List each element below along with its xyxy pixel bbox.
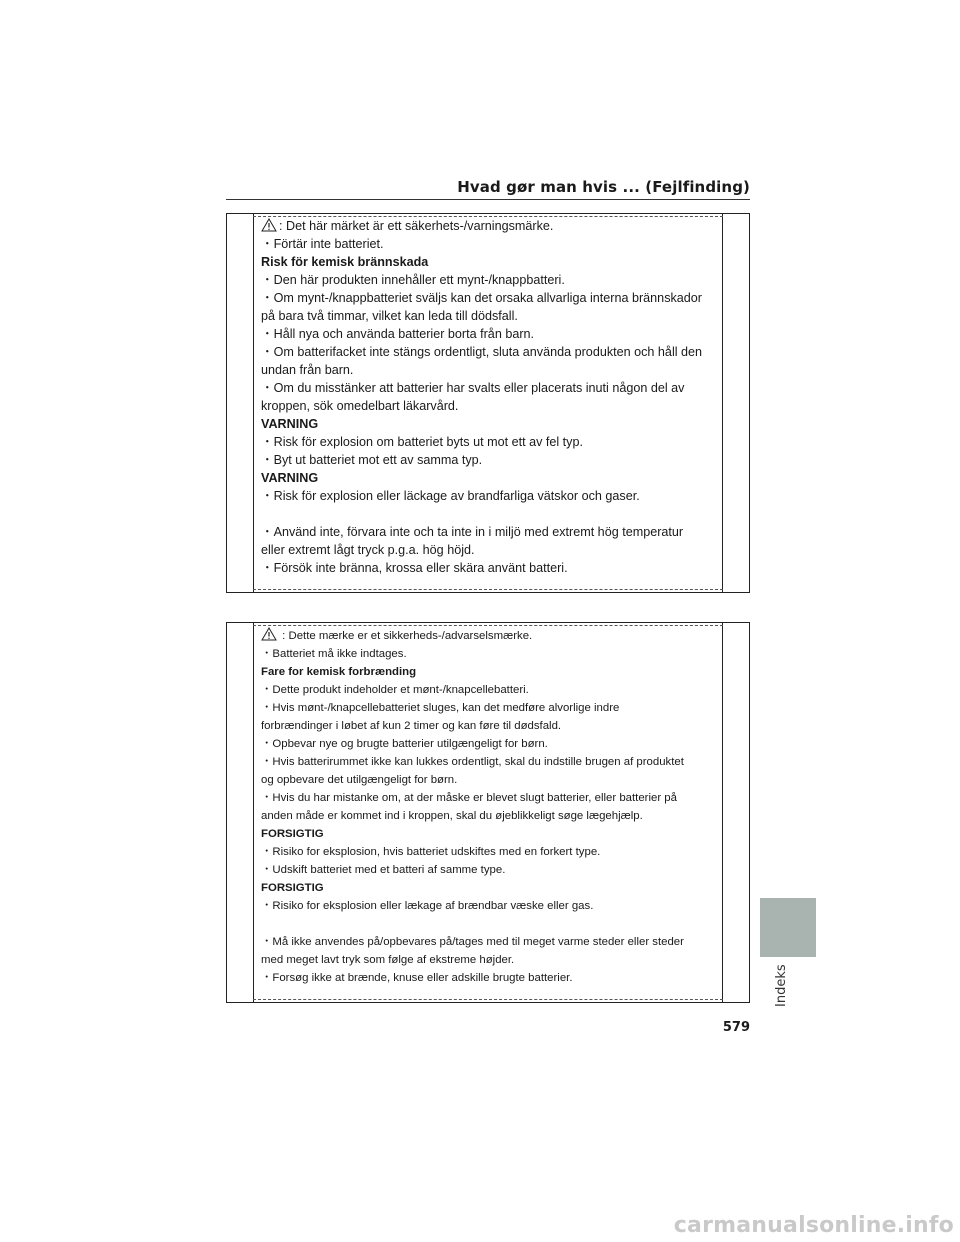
warning-text-line: og opbevare det utilgængeligt for børn.: [261, 774, 458, 786]
warning-text-line: ・Opbevar nye og brugte batterier utilgængeligt for børn.: [261, 738, 548, 750]
page-number: 579: [722, 1020, 750, 1035]
warning-triangle-icon: [261, 218, 277, 232]
warning-text-line: anden måde er kommet ind i kroppen, skal du øjeblikkeligt søge lægehjælp.: [261, 810, 643, 822]
warning-text-line: ・Forsøg ikke at brænde, knuse eller adskille brugte batterier.: [261, 972, 573, 984]
warning-text-line: ・Använd inte, förvara inte och ta inte in i miljö med extremt hög temperatur: [261, 525, 684, 539]
warning-text-line: ・Batteriet må ikke indtages.: [261, 648, 407, 660]
warning-text-line: VARNING: [261, 417, 319, 431]
warning-text-line: ・Hvis du har mistanke om, at der måske er blevet slugt batterier, eller batterier på: [261, 792, 677, 804]
page-header-title: Hvad gør man hvis ... (Fejlfinding): [457, 178, 750, 196]
site-watermark: carmanualsonline.info: [673, 1213, 954, 1238]
warning-text-line: Fare for kemisk forbrænding: [261, 666, 417, 678]
warning-text-line: ・Om du misstänker att batterier har svalts eller placerats inuti någon del av: [261, 381, 685, 395]
warning-text-line: ・Försök inte bränna, krossa eller skära använt batteri.: [261, 561, 568, 575]
warning-text-line: med meget lavt tryk som følge af ekstreme højder.: [261, 954, 515, 966]
warning-text-line: ・Må ikke anvendes på/opbevares på/tages med til meget varme steder eller steder: [261, 936, 684, 948]
warning-text-line: ・Om batterifacket inte stängs ordentligt, sluta använda produkten och håll den: [261, 345, 703, 359]
swedish-warning-text: [261, 217, 715, 577]
danish-warning-text: [261, 627, 715, 987]
warning-text-line: forbrændinger i løbet af kun 2 timer og kan føre til dødsfald.: [261, 720, 562, 732]
warning-text-line: VARNING: [261, 471, 319, 485]
warning-text-line: undan från barn.: [261, 363, 354, 377]
header-divider: [226, 199, 750, 200]
warning-intro-line: [261, 627, 715, 645]
warning-text-line: ・Risiko for eksplosion, hvis batteriet udskiftes med en forkert type.: [261, 846, 601, 858]
warning-text-line: kroppen, sök omedelbart läkarvård.: [261, 399, 459, 413]
paragraph-spacer: [261, 915, 715, 933]
warning-text-line: ・Den här produkten innehåller ett mynt-/knappbatteri.: [261, 273, 565, 287]
warning-text-line: ・Risk för explosion eller läckage av brandfarliga vätskor och gaser.: [261, 489, 640, 503]
warning-text-line: ・Byt ut batteriet mot ett av samma typ.: [261, 453, 483, 467]
warning-text-line: ・Risk för explosion om batteriet byts ut mot ett av fel typ.: [261, 435, 583, 449]
warning-text-line: Risk för kemisk brännskada: [261, 255, 429, 269]
warning-text-line: ・Förtär inte batteriet.: [261, 237, 384, 251]
index-tab-label: Indeks: [774, 964, 789, 1008]
warning-text-line: ・Risiko for eksplosion eller lækage af brændbar væske eller gas.: [261, 900, 594, 912]
index-side-tab[interactable]: [760, 898, 816, 957]
danish-warning-box: [226, 622, 750, 1003]
warning-intro-text: : Det här märket är ett säkerhets-/varningsmärke.: [279, 219, 554, 233]
warning-text-line: på bara två timmar, vilket kan leda till dödsfall.: [261, 309, 518, 323]
swedish-warning-box: [226, 213, 750, 593]
warning-intro-text: : Dette mærke er et sikkerheds-/advarselsmærke.: [279, 630, 533, 642]
warning-text-line: ・Om mynt-/knappbatteriet sväljs kan det orsaka allvarliga interna brännskador: [261, 291, 702, 305]
warning-text-line: FORSIGTIG: [261, 882, 324, 894]
warning-text-line: ・Håll nya och använda batterier borta från barn.: [261, 327, 535, 341]
warning-text-line: ・Hvis batterirummet ikke kan lukkes ordentligt, skal du indstille brugen af produktet: [261, 756, 684, 768]
warning-text-line: eller extremt lågt tryck p.g.a. hög höjd.: [261, 543, 475, 557]
warning-text-line: ・Dette produkt indeholder et mønt-/knapcellebatteri.: [261, 684, 529, 696]
warning-text-line: FORSIGTIG: [261, 828, 324, 840]
warning-text-line: ・Udskift batteriet med et batteri af samme type.: [261, 864, 506, 876]
warning-triangle-icon: [261, 627, 277, 641]
warning-intro-line: [261, 217, 715, 235]
paragraph-spacer: [261, 505, 715, 523]
warning-text-line: ・Hvis mønt-/knapcellebatteriet sluges, kan det medføre alvorlige indre: [261, 702, 620, 714]
